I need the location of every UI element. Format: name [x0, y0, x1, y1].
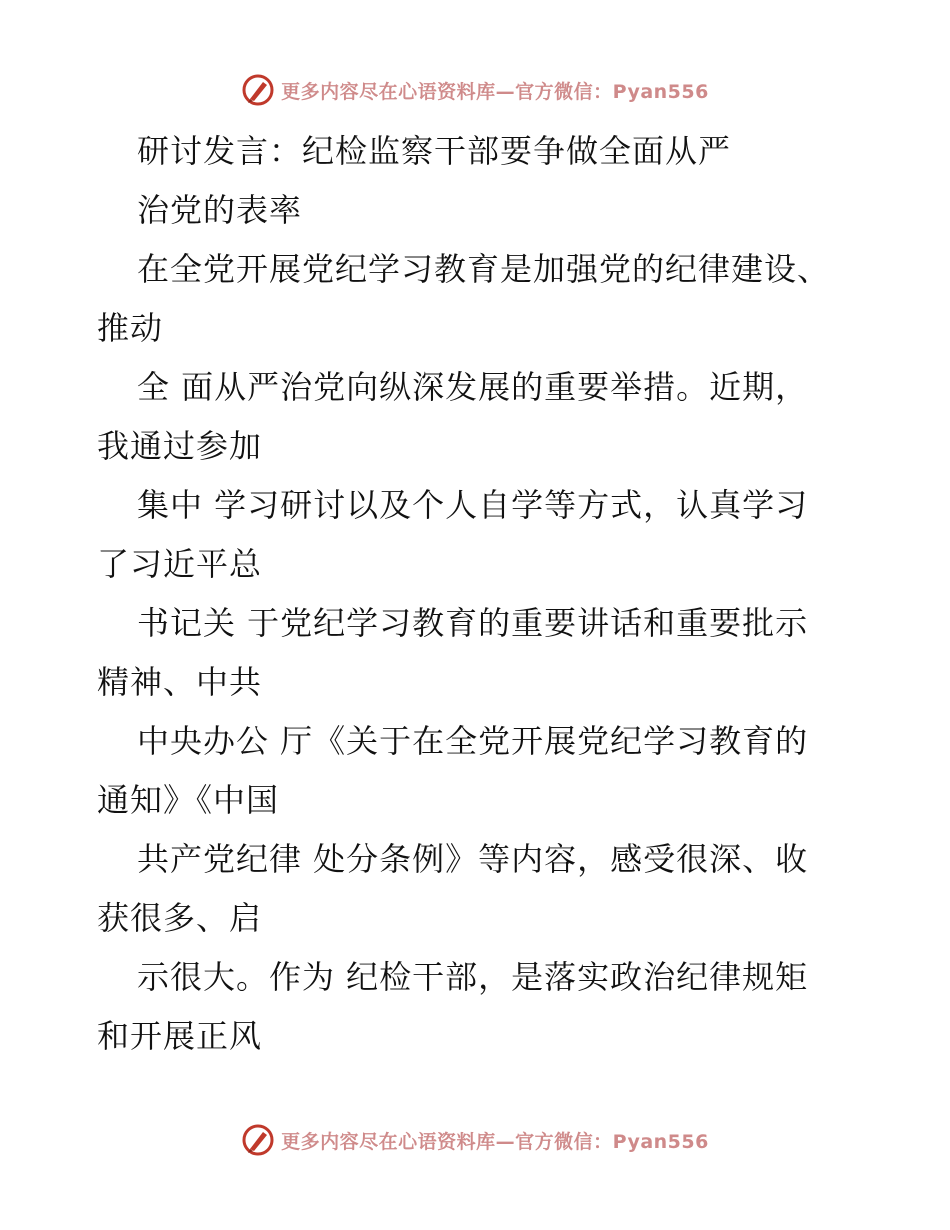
text-line: 通知》《中国 [97, 781, 280, 819]
banner-title: 更多内容尽在心语资料库 [281, 1130, 496, 1153]
banner-contact: 官方微信：Pyan556 [515, 80, 709, 103]
pen-logo-icon [241, 1123, 275, 1157]
footer-banner [0, 1120, 950, 1160]
text-line: 了习近平总 [97, 545, 263, 583]
banner-text [281, 1127, 709, 1154]
banner-separator: — [495, 80, 516, 103]
banner-text [281, 77, 709, 104]
banner-contact: 官方微信：Pyan556 [515, 1130, 709, 1153]
header-banner [0, 70, 950, 110]
banner-title: 更多内容尽在心语资料库 [281, 80, 496, 103]
text-line: 示很大。作为 纪检干部，是落实政治纪律规矩 [137, 958, 809, 996]
text-line: 推动 [97, 309, 164, 347]
text-line: 共产党纪律 处分条例》等内容，感受很深、收 [137, 840, 809, 878]
document-body [97, 122, 857, 1066]
text-line: 获很多、启 [97, 899, 263, 937]
text-line: 精神、中共 [97, 663, 263, 701]
text-line: 研讨发言：纪检监察干部要争做全面从严 [137, 132, 732, 170]
text-line: 在全党开展党纪学习教育是加强党的纪律建设、 [137, 250, 831, 288]
text-line: 全 面从严治党向纵深发展的重要举措。近期， [137, 368, 809, 406]
text-line: 我通过参加 [97, 427, 263, 465]
banner-separator: — [495, 1130, 516, 1153]
text-line: 中央办公 厅《关于在全党开展党纪学习教育的 [137, 722, 809, 760]
text-line: 书记关 于党纪学习教育的重要讲话和重要批示 [137, 604, 809, 642]
text-line: 集中 学习研讨以及个人自学等方式，认真学习 [137, 486, 809, 524]
text-line: 和开展正风 [97, 1017, 263, 1055]
text-line: 治党的表率 [137, 191, 303, 229]
pen-logo-icon [241, 73, 275, 107]
